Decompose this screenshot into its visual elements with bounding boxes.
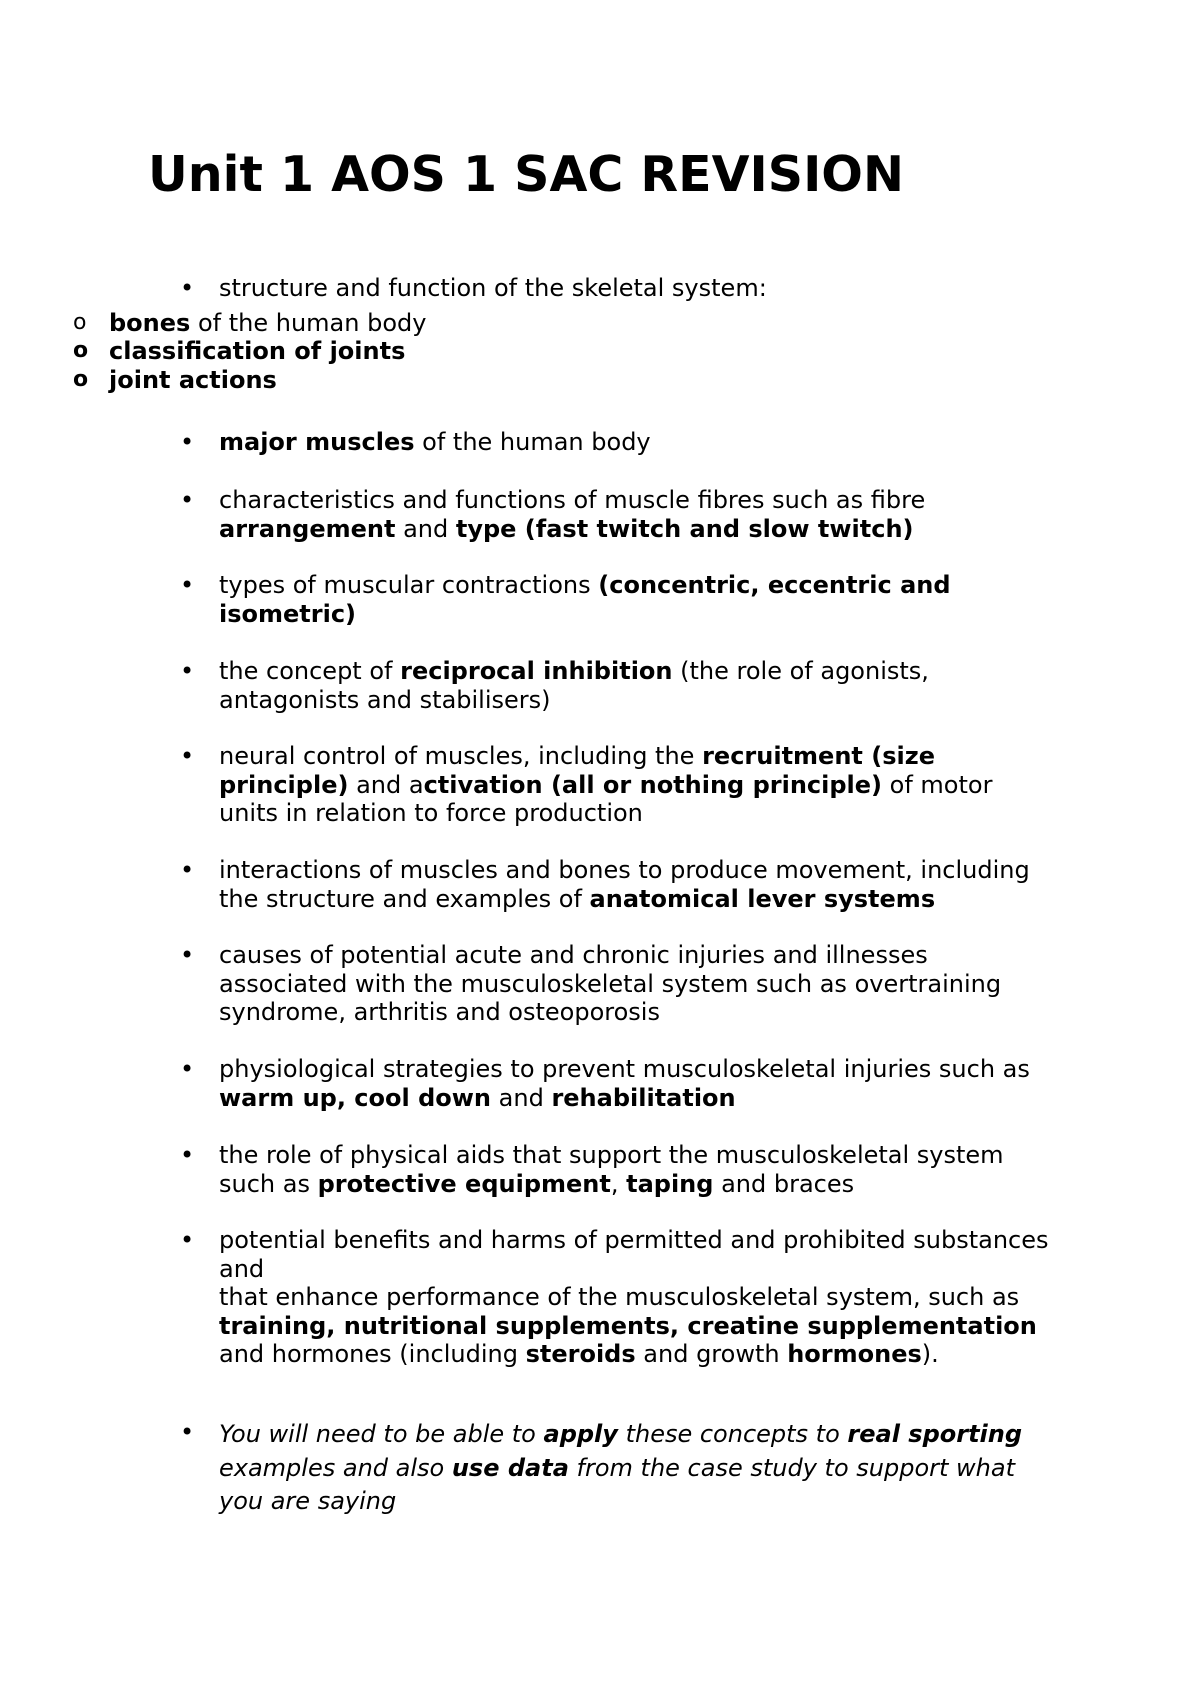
bullet-icon: • <box>180 657 195 685</box>
text-run: , <box>610 1169 627 1198</box>
text-run: and hormones (including <box>219 1340 526 1368</box>
bold-text: major muscles <box>219 428 415 456</box>
list-item-text <box>219 486 1099 543</box>
bold-text: apply <box>543 1420 618 1448</box>
text-run: structure and function of the skeletal system: <box>219 274 767 302</box>
bold-text: rehabilitation <box>551 1083 736 1112</box>
list-item-text <box>219 742 1099 828</box>
text-run: the concept of <box>219 657 401 685</box>
bold-text: use data <box>451 1453 569 1482</box>
text-run: and growth <box>635 1340 788 1368</box>
text-run: and <box>219 1254 265 1283</box>
list-item-text <box>219 1055 1099 1112</box>
text-run: associated with the musculoskeletal system such as overtraining <box>219 969 1002 998</box>
bold-text: real sporting <box>847 1420 1023 1448</box>
sub-list-item-text <box>109 337 405 366</box>
bullet-icon: • <box>180 486 195 514</box>
list-item-text <box>219 1141 1099 1198</box>
bullet-icon: • <box>180 1141 195 1169</box>
text-run: from the case study to support what <box>568 1453 1015 1482</box>
text-run: examples <box>219 1453 336 1482</box>
bold-text: anatomical lever systems <box>589 884 936 913</box>
list-item-text <box>219 428 1099 457</box>
sub-list-item-text <box>109 309 426 338</box>
text-run: antagonists and stabilisers) <box>219 685 551 714</box>
bullet-icon: • <box>180 742 195 770</box>
bold-text: type (fast twitch and slow twitch) <box>455 514 914 543</box>
text-run: ). <box>921 1340 939 1368</box>
text-run: these concepts to <box>617 1420 848 1448</box>
sub-list-item-text <box>109 366 277 395</box>
note-text <box>219 1418 1099 1519</box>
text-run: of the human body <box>414 428 651 456</box>
bold-text: training, nutritional supplements, creatine supplementation <box>219 1311 1037 1340</box>
bullet-icon: • <box>180 571 195 599</box>
bold-text: warm up, cool down <box>219 1083 492 1112</box>
bullet-icon: • <box>180 274 195 302</box>
text-run: causes of potential acute and chronic injuries and illnesses <box>219 941 928 969</box>
text-run: such as <box>219 1169 318 1198</box>
text-run: types of muscular contractions <box>219 571 599 599</box>
list-item-text <box>219 657 1099 714</box>
text-run: that enhance performance of the musculoskeletal system, such as <box>219 1283 1020 1311</box>
bullet-icon: • <box>180 1055 195 1083</box>
sub-bullet-icon: o <box>73 338 89 363</box>
text-run: characteristics and functions of muscle fibres such as fibre <box>219 486 926 514</box>
bullet-icon: • <box>180 941 195 969</box>
text-run: units in relation to force production <box>219 799 643 827</box>
page-title: Unit 1 AOS 1 SAC REVISION <box>148 146 904 203</box>
text-run: the role of physical aids that support the musculoskeletal system <box>219 1141 1004 1169</box>
list-item-text <box>219 856 1099 913</box>
sub-bullet-icon: o <box>73 367 89 392</box>
text-run: and <box>491 1083 552 1112</box>
bold-text: classification of joints <box>109 337 406 365</box>
list-item-text <box>219 1226 1099 1369</box>
text-run: of motor <box>882 770 993 799</box>
bold-text: recruitment (size <box>702 742 935 770</box>
text-run: and also <box>335 1453 452 1482</box>
sub-bullet-icon: o <box>73 310 87 335</box>
list-item-text <box>219 941 1099 1027</box>
bullet-icon: • <box>180 1418 195 1446</box>
bold-text: bones <box>109 309 191 337</box>
text-run: and <box>395 514 456 543</box>
text-run: the structure and examples of <box>219 884 590 913</box>
text-run: you are saying <box>219 1487 397 1515</box>
bold-text: principle) <box>219 770 349 799</box>
text-run: (the role of agonists, <box>672 657 929 685</box>
bullet-icon: • <box>180 428 195 456</box>
text-run: neural control of muscles, including the <box>219 742 703 770</box>
text-run: You will need to be able to <box>219 1420 544 1448</box>
bold-text: arrangement <box>219 514 396 543</box>
text-run: potential benefits and harms of permitted and prohibited substances <box>219 1226 1049 1254</box>
bold-text: hormones <box>787 1340 922 1368</box>
text-run: syndrome, arthritis and osteoporosis <box>219 998 660 1026</box>
bold-text: taping <box>626 1169 714 1198</box>
text-run: and a <box>348 770 424 799</box>
text-run: physiological strategies to prevent musculoskeletal injuries such as <box>219 1055 1030 1083</box>
bold-text: ctivation (all or nothing principle) <box>423 770 883 799</box>
text-run: of the human body <box>190 309 427 337</box>
bold-text: isometric) <box>219 599 357 628</box>
bullet-icon: • <box>180 1226 195 1254</box>
bullet-icon: • <box>180 856 195 884</box>
bold-text: protective equipment <box>317 1169 611 1198</box>
bold-text: reciprocal inhibition <box>400 657 673 685</box>
list-item-text <box>219 571 1099 628</box>
bold-text: steroids <box>525 1340 636 1368</box>
text-run: and braces <box>713 1169 855 1198</box>
text-run: interactions of muscles and bones to produce movement, including <box>219 856 1030 884</box>
bold-text: joint actions <box>109 366 277 394</box>
bold-text: (concentric, eccentric and <box>598 571 951 599</box>
list-item-text <box>219 274 1099 303</box>
